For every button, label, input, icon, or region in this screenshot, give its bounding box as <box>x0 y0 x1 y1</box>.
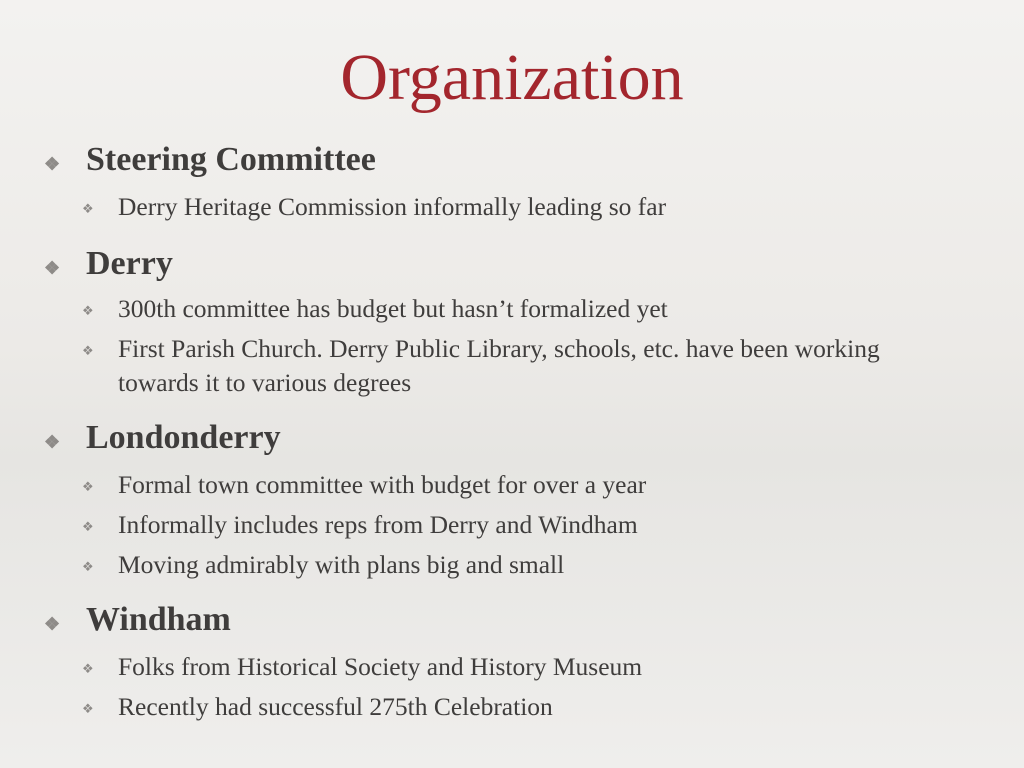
list-item <box>82 190 667 224</box>
list-item-continuation <box>118 366 411 400</box>
diamond-bullet-icon: ❖ <box>82 343 94 358</box>
heading-derry <box>44 244 173 284</box>
diamond-bullet-icon: ❖ <box>82 303 94 318</box>
list-item <box>82 650 643 684</box>
list-item-text: First Parish Church. Derry Public Library, schools, etc. have been working <box>118 334 880 363</box>
heading-text: Windham <box>86 601 231 638</box>
list-item-text: Derry Heritage Commission informally leading so far <box>118 192 667 221</box>
list-item-text: Recently had successful 275th Celebration <box>118 692 553 721</box>
list-item-text: Informally includes reps from Derry and Windham <box>118 510 638 539</box>
diamond-bullet-icon: ❖ <box>82 479 94 494</box>
diamond-bullet-icon: ❖ <box>82 201 94 216</box>
heading-londonderry <box>44 418 281 458</box>
list-item <box>82 508 638 542</box>
list-item <box>82 468 647 502</box>
diamond-bullet-icon: ❖ <box>44 154 61 174</box>
diamond-bullet-icon: ❖ <box>82 701 94 716</box>
list-item <box>82 690 553 724</box>
list-item <box>82 292 668 326</box>
diamond-bullet-icon: ❖ <box>82 559 94 574</box>
heading-text: Steering Committee <box>86 141 376 178</box>
list-item-text: Folks from Historical Society and History Museum <box>118 652 643 681</box>
heading-windham <box>44 600 231 640</box>
diamond-bullet-icon: ❖ <box>82 519 94 534</box>
diamond-bullet-icon: ❖ <box>44 258 61 278</box>
slide-title: Organization <box>340 41 684 114</box>
list-item <box>82 548 565 582</box>
diamond-bullet-icon: ❖ <box>44 614 61 634</box>
list-item-text: Formal town committee with budget for over a year <box>118 470 647 499</box>
heading-text: Londonderry <box>86 419 281 456</box>
heading-steering-committee <box>44 140 376 180</box>
diamond-bullet-icon: ❖ <box>44 432 61 452</box>
heading-text: Derry <box>86 245 173 282</box>
diamond-bullet-icon: ❖ <box>82 661 94 676</box>
list-item <box>82 332 880 366</box>
list-item-text: Moving admirably with plans big and small <box>118 550 565 579</box>
list-item-text: 300th committee has budget but hasn’t formalized yet <box>118 294 668 323</box>
list-item-text: towards it to various degrees <box>118 368 412 397</box>
